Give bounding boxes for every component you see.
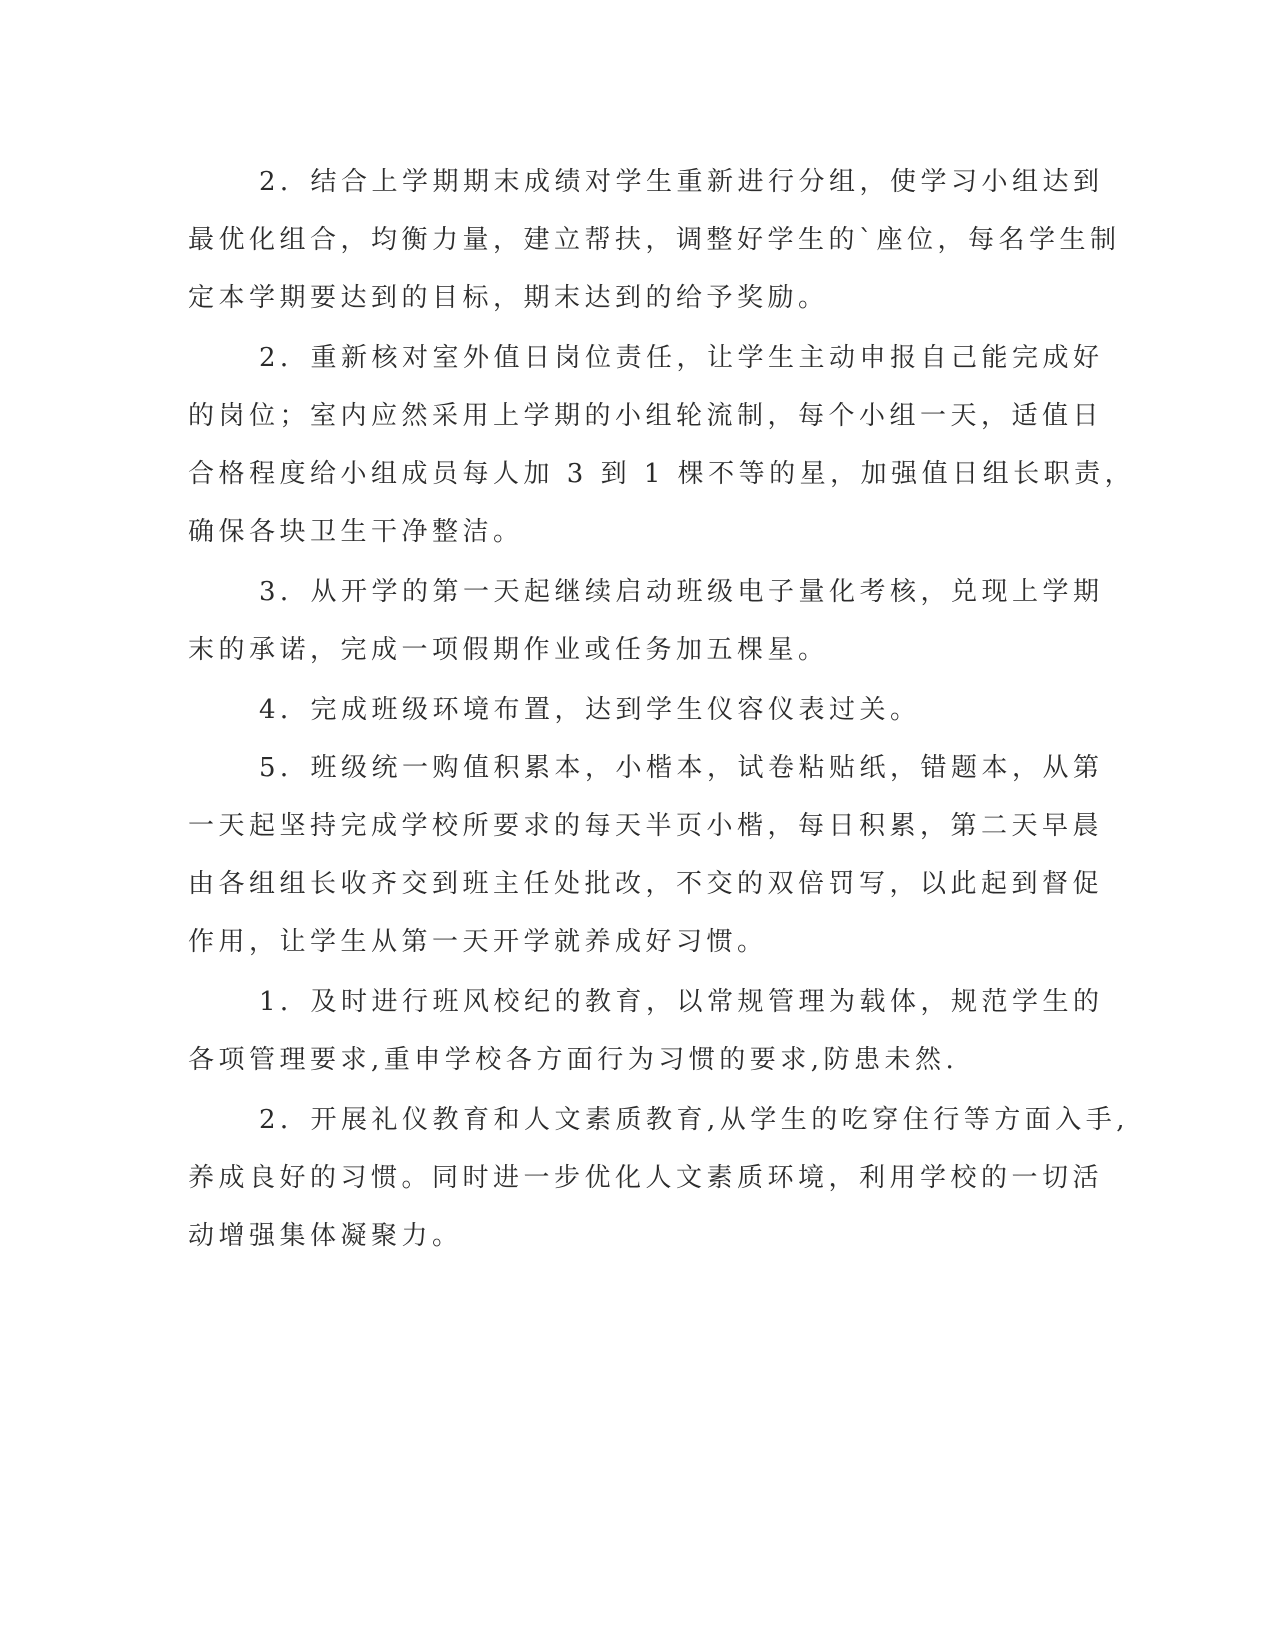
paragraph-1-line-2: 最优化组合，均衡力量，建立帮扶，调整好学生的`座位，每名学生制 (188, 225, 1121, 255)
paragraph-1-line-1: 2．结合上学期期末成绩对学生重新进行分组，使学习小组达到 (259, 167, 1104, 197)
paragraph-2-line-3: 合格程度给小组成员每人加 3 到 1 棵不等的星，加强值日组长职责， (188, 459, 1136, 489)
paragraph-5-line-1: 5．班级统一购值积累本，小楷本，试卷粘贴纸，错题本，从第 (259, 753, 1104, 783)
paragraph-7-line-3: 动增强集体凝聚力。 (188, 1221, 463, 1251)
paragraph-5-line-3: 由各组组长收齐交到班主任处批改，不交的双倍罚写，以此起到督促 (188, 869, 1104, 899)
paragraph-7-line-2: 养成良好的习惯。同时进一步优化人文素质环境，利用学校的一切活 (188, 1163, 1104, 1193)
paragraph-2-line-4: 确保各块卫生干净整洁。 (188, 517, 524, 547)
paragraph-2-line-1: 2．重新核对室外值日岗位责任，让学生主动申报自己能完成好 (259, 343, 1104, 373)
paragraph-6-line-1: 1．及时进行班风校纪的教育，以常规管理为载体，规范学生的 (259, 987, 1104, 1017)
paragraph-3-line-2: 末的承诺，完成一项假期作业或任务加五棵星。 (188, 635, 829, 665)
paragraph-7-line-1: 2．开展礼仪教育和人文素质教育,从学生的吃穿住行等方面入手, (259, 1105, 1130, 1135)
paragraph-3-line-1: 3．从开学的第一天起继续启动班级电子量化考核，兑现上学期 (259, 577, 1104, 607)
paragraph-5-line-2: 一天起坚持完成学校所要求的每天半页小楷，每日积累，第二天早晨 (188, 811, 1104, 841)
paragraph-1-line-3: 定本学期要达到的目标，期末达到的给予奖励。 (188, 283, 829, 313)
paragraph-5-line-4: 作用，让学生从第一天开学就养成好习惯。 (188, 927, 768, 957)
paragraph-2-line-2: 的岗位；室内应然采用上学期的小组轮流制，每个小组一天，适值日 (188, 401, 1104, 431)
paragraph-4-line-1: 4．完成班级环境布置，达到学生仪容仪表过关。 (259, 695, 921, 725)
paragraph-6-line-2: 各项管理要求,重申学校各方面行为习惯的要求,防患未然. (188, 1045, 959, 1075)
